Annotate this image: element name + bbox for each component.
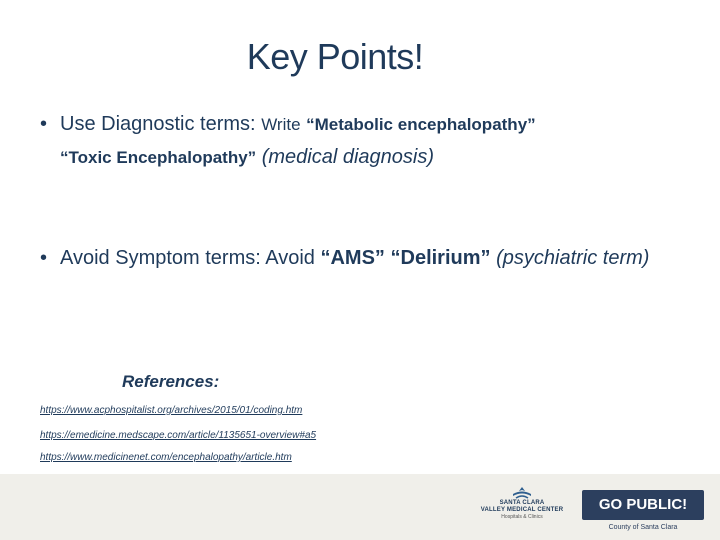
references-heading: References:	[122, 372, 220, 391]
term-ams: “AMS”	[320, 247, 385, 269]
bullet-lead: Avoid Symptom terms: Avoid	[60, 247, 315, 269]
reference-link-medscape[interactable]: https://emedicine.medscape.com/article/1135651-overview#a5	[40, 430, 317, 441]
logo-line-santa-clara: SANTA CLARA	[499, 500, 545, 506]
bullet-symptom-terms	[40, 242, 680, 274]
note-medical-diagnosis: (medical diagnosis)	[261, 146, 435, 168]
scvmc-logo-icon	[510, 486, 534, 500]
logo-line-hospitals-clinics: Hospitals & Clinics	[501, 514, 543, 520]
county-label: County of Santa Clara	[608, 524, 678, 531]
go-public-badge: GO PUBLIC!	[582, 490, 704, 520]
bullet-body	[40, 242, 680, 274]
bullet-lead: Use Diagnostic terms:	[60, 113, 256, 135]
bullet-diagnostic-terms	[40, 108, 680, 174]
bullet-marker: •	[40, 113, 48, 135]
note-psychiatric-term: (psychiatric term)	[496, 247, 650, 269]
slide-title: Key Points!	[246, 36, 424, 77]
reference-link-medicinenet[interactable]: https://www.medicinenet.com/encephalopathy/article.htm	[40, 452, 292, 463]
bullet-body	[40, 108, 680, 174]
logo-line-valley-medical-center: VALLEY MEDICAL CENTER	[480, 507, 564, 513]
reference-link-acphospitalist[interactable]: https://www.acphospitalist.org/archives/2015/01/coding.htm	[40, 405, 303, 416]
term-delirium: “Delirium”	[390, 247, 491, 269]
scvmc-logo	[476, 486, 568, 530]
term-metabolic-encephalopathy: “Metabolic encephalopathy”	[306, 115, 536, 134]
term-toxic-encephalopathy: “Toxic Encephalopathy”	[60, 148, 257, 167]
bullet-marker: •	[40, 247, 48, 269]
bullet-write-word: Write	[261, 115, 301, 134]
